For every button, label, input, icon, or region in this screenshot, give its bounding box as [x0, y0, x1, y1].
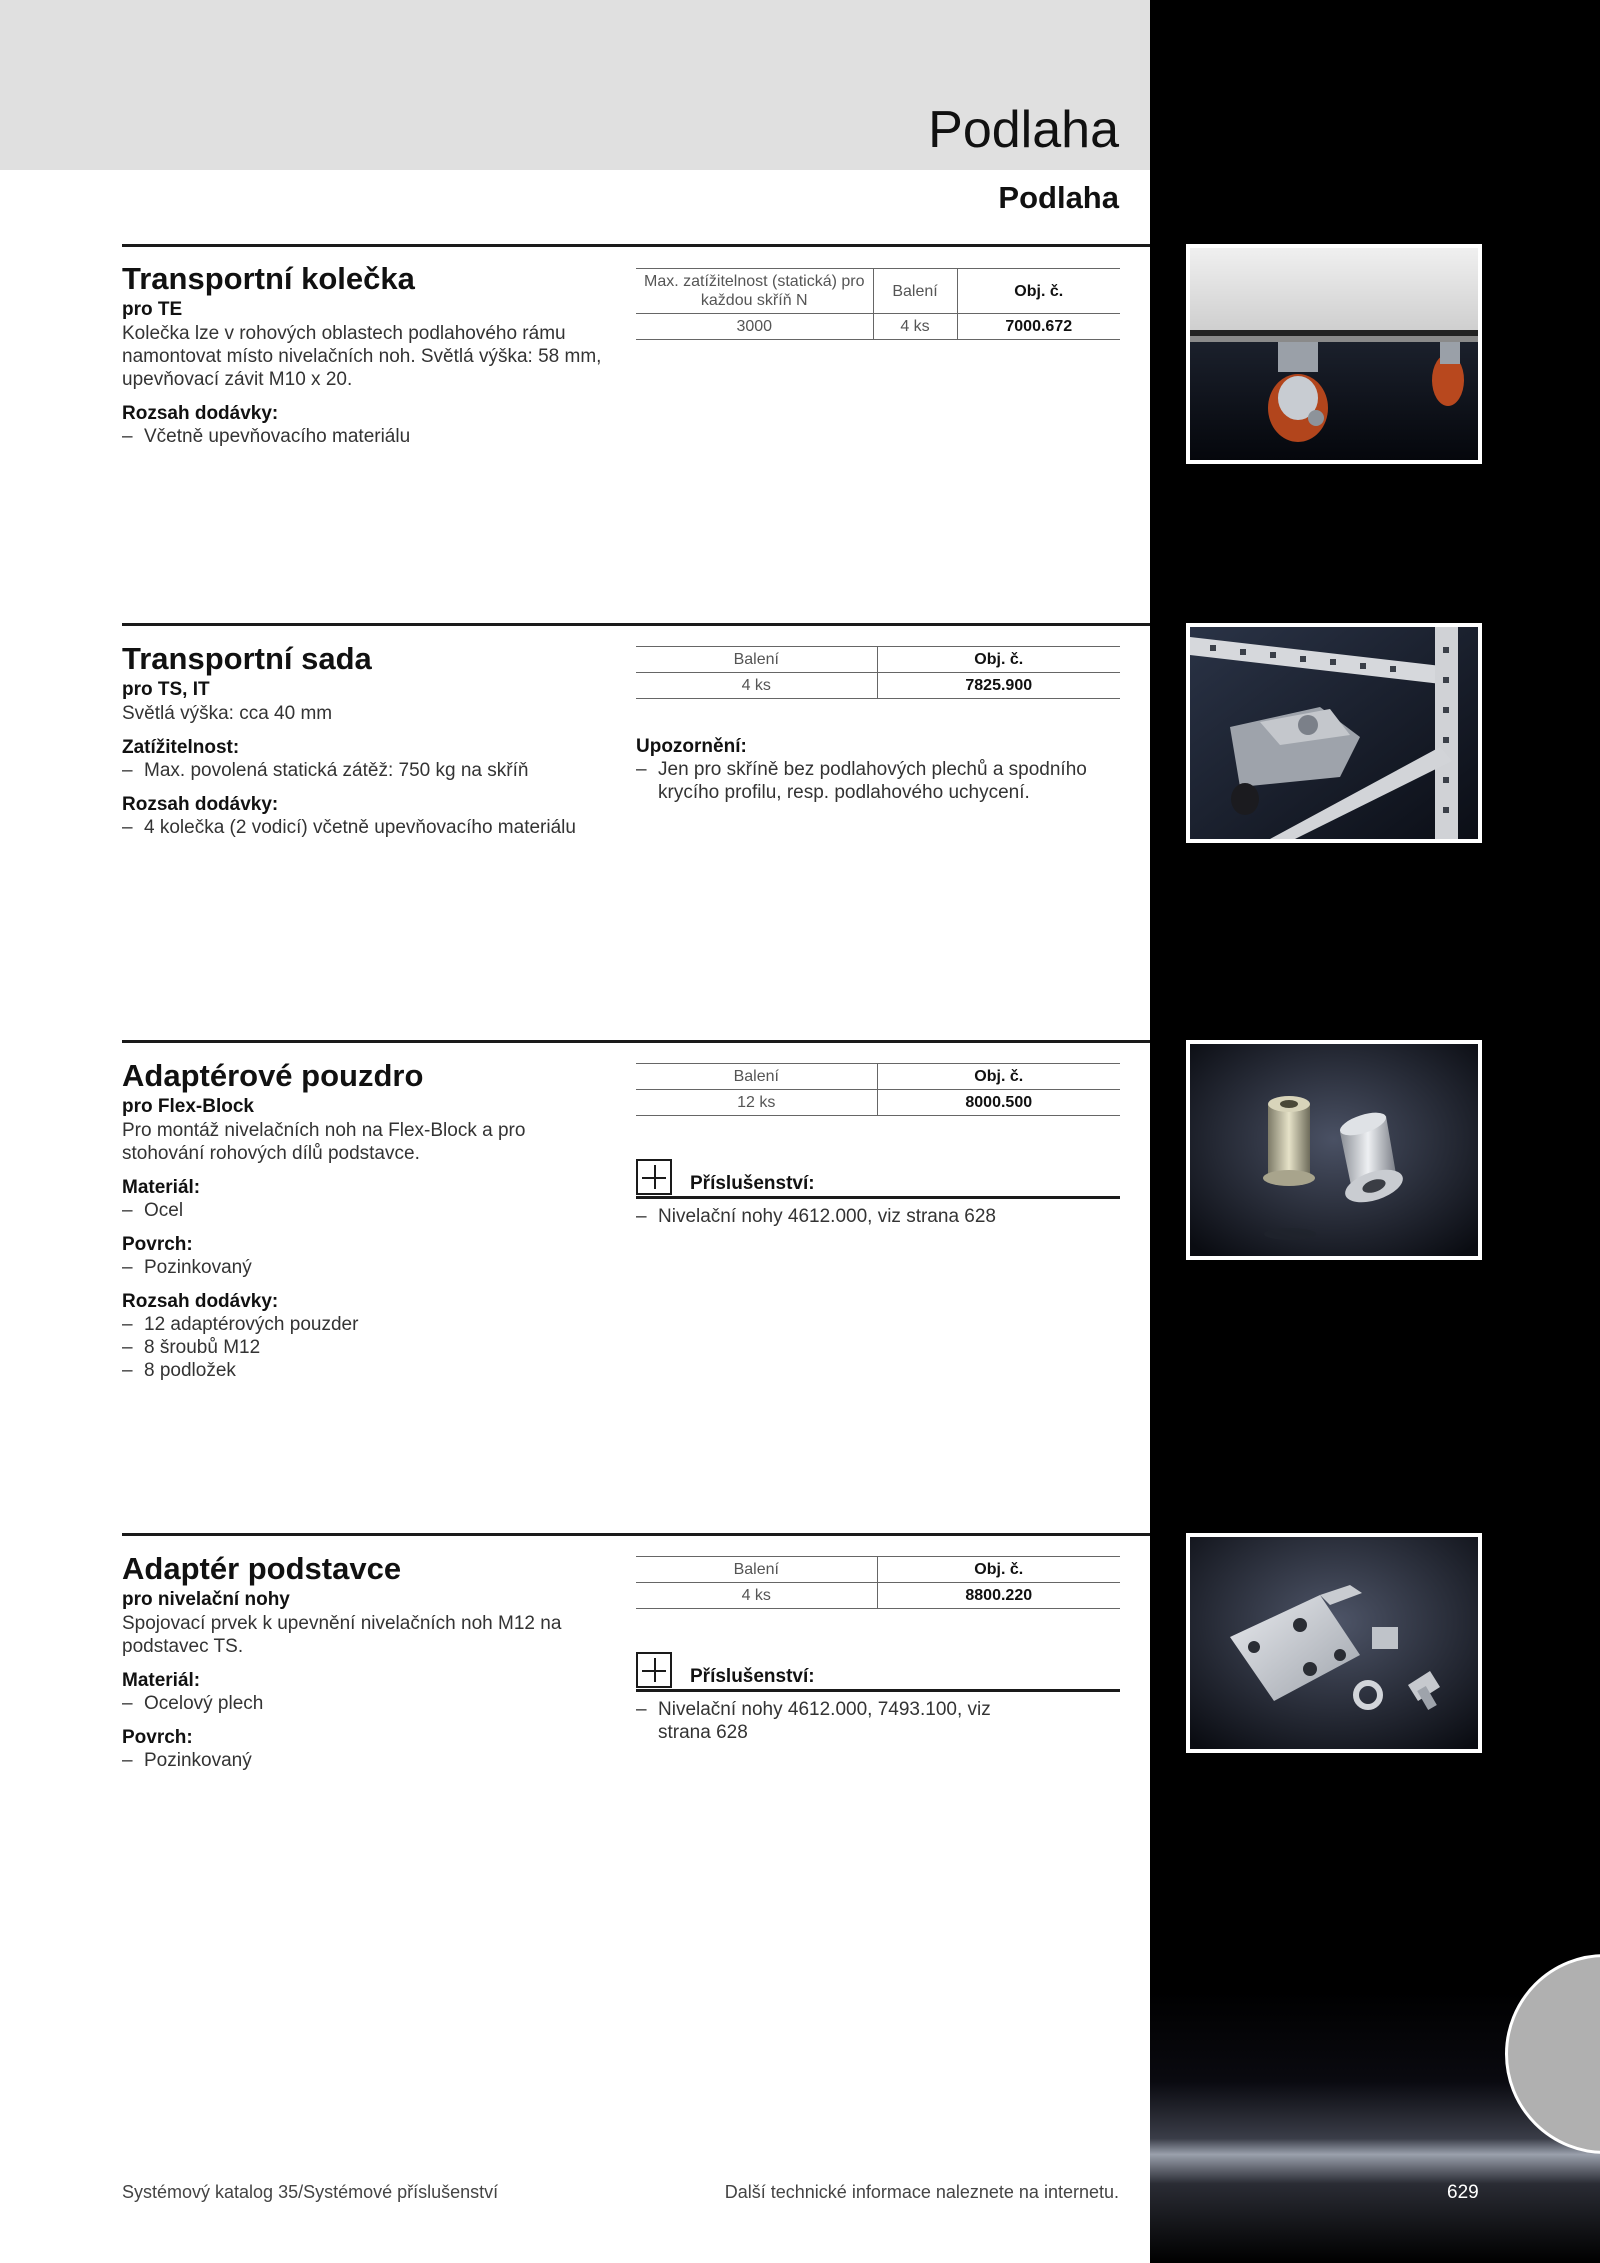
transport-set-photo [1186, 623, 1482, 843]
accessories-list [636, 1698, 1016, 1744]
scope-heading: Rozsah dodávky: [122, 1291, 279, 1312]
product-transport-set [122, 640, 612, 839]
table-header-pack: Balení [636, 1557, 877, 1583]
note-heading: Upozornění: [636, 736, 747, 757]
footer-info: Další technické informace naleznete na internetu. [724, 2182, 1119, 2202]
adapter-sleeve-image [1190, 1044, 1478, 1256]
scope-heading: Rozsah dodávky: [122, 403, 279, 424]
material-heading: Materiál: [122, 1670, 201, 1691]
scope-list [122, 425, 612, 448]
load-list [122, 759, 612, 782]
order-table [636, 1556, 1120, 1609]
accessories-list [636, 1205, 1120, 1228]
list-item: – Nivelační nohy 4612.000, 7493.100, viz strana 628 [636, 1698, 1016, 1744]
product-base-adapter [122, 1550, 612, 1772]
surface-heading: Povrch: [122, 1727, 193, 1748]
table-cell-order: 8800.220 [877, 1583, 1120, 1609]
product-divider [122, 244, 1150, 247]
transport-set-image [1190, 627, 1478, 839]
material-list [122, 1199, 612, 1222]
list-item: – 4 kolečka (2 vodicí) včetně upevňovacího materiálu [122, 816, 612, 839]
product-subtitle: pro Flex-Block [122, 1096, 254, 1117]
table-cell-pack: 12 ks [636, 1090, 877, 1116]
order-table [636, 646, 1120, 699]
product-subtitle: pro TE [122, 299, 183, 320]
page-number: 629 [1447, 2182, 1479, 2203]
base-adapter-photo [1186, 1533, 1482, 1753]
scope-list [122, 1313, 612, 1382]
product-subtitle: pro nivelační nohy [122, 1589, 290, 1610]
table-cell-load: 3000 [636, 314, 873, 340]
surface-heading: Povrch: [122, 1234, 193, 1255]
order-table-block [636, 646, 1120, 804]
product-title: Adaptér podstavce [122, 1551, 402, 1586]
scope-heading: Rozsah dodávky: [122, 794, 279, 815]
list-item: – Nivelační nohy 4612.000, viz strana 628 [636, 1205, 1120, 1228]
accessories-header [636, 1652, 1120, 1692]
product-title: Transportní kolečka [122, 261, 415, 296]
table-header-order: Obj. č. [877, 1557, 1120, 1583]
product-divider [122, 1040, 1150, 1043]
adapter-sleeve-photo [1186, 1040, 1482, 1260]
note-list [636, 758, 1120, 804]
list-item: – Max. povolená statická zátěž: 750 kg na skříň [122, 759, 612, 782]
product-transport-wheels [122, 260, 612, 448]
table-cell-order: 7000.672 [957, 314, 1120, 340]
list-item: – 8 podložek [122, 1359, 612, 1382]
product-title: Adaptérové pouzdro [122, 1058, 424, 1093]
accessories-heading: Příslušenství: [690, 1173, 815, 1194]
table-header-pack: Balení [873, 269, 957, 314]
list-item: – Pozinkovaný [122, 1749, 612, 1772]
table-cell-pack: 4 ks [636, 1583, 877, 1609]
product-divider [122, 1533, 1150, 1536]
accessories-header [636, 1159, 1120, 1199]
table-cell-order: 7825.900 [877, 673, 1120, 699]
table-header-pack: Balení [636, 647, 877, 673]
order-table [636, 1063, 1120, 1116]
list-item: – 8 šroubů M12 [122, 1336, 612, 1359]
list-item: – Ocel [122, 1199, 612, 1222]
material-list [122, 1692, 612, 1715]
table-cell-pack: 4 ks [636, 673, 877, 699]
accessories-heading: Příslušenství: [690, 1666, 815, 1687]
list-item: – 12 adaptérových pouzder [122, 1313, 612, 1336]
base-adapter-image [1190, 1537, 1478, 1749]
caster-wheel-photo [1186, 244, 1482, 464]
list-item: – Ocelový plech [122, 1692, 612, 1715]
material-heading: Materiál: [122, 1177, 201, 1198]
product-description: Spojovací prvek k upevnění nivelačních noh M12 na podstavec TS. [122, 1613, 562, 1657]
list-item: – Jen pro skříně bez podlahových plechů a spodního krycího profilu, resp. podlahového uchycení. [636, 758, 1120, 804]
order-table-block [636, 1556, 1120, 1744]
table-header-order: Obj. č. [957, 269, 1120, 314]
table-header-order: Obj. č. [877, 647, 1120, 673]
product-divider [122, 623, 1150, 626]
caster-wheel-image [1190, 248, 1478, 460]
product-description: Pro montáž nivelačních noh na Flex-Block a pro stohování rohových dílů podstavce. [122, 1120, 526, 1164]
load-heading: Zatížitelnost: [122, 737, 240, 758]
page-title: Podlaha [928, 101, 1119, 159]
product-adapter-sleeve [122, 1057, 612, 1382]
surface-list [122, 1749, 612, 1772]
scope-list [122, 816, 612, 839]
product-title: Transportní sada [122, 641, 372, 676]
table-header-load: Max. zatížitelnost (statická) pro každou skříň N [636, 269, 873, 314]
table-cell-pack: 4 ks [873, 314, 957, 340]
order-table-block [636, 268, 1120, 340]
list-item: – Včetně upevňovacího materiálu [122, 425, 612, 448]
table-header-pack: Balení [636, 1064, 877, 1090]
order-table [636, 268, 1120, 340]
list-item: – Pozinkovaný [122, 1256, 612, 1279]
product-description: Kolečka lze v rohových oblastech podlahového rámu namontovat místo nivelačních noh. Světlá výška: 58 mm, upevňovací závit M10 x 20. [122, 323, 602, 390]
plus-icon [636, 1652, 672, 1688]
product-subtitle: pro TS, IT [122, 679, 210, 700]
table-cell-order: 8000.500 [877, 1090, 1120, 1116]
product-description: Světlá výška: cca 40 mm [122, 703, 333, 724]
surface-list [122, 1256, 612, 1279]
section-title: Podlaha [998, 180, 1119, 215]
table-header-order: Obj. č. [877, 1064, 1120, 1090]
order-table-block [636, 1063, 1120, 1228]
plus-icon [636, 1159, 672, 1195]
footer-catalog: Systémový katalog 35/Systémové příslušenství [122, 2182, 499, 2202]
